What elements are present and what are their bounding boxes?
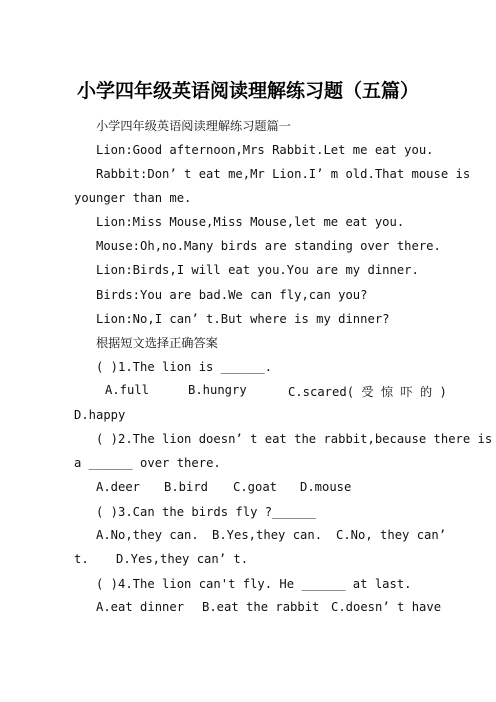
option-a: A.full — [105, 383, 150, 397]
question-2: ( )2.The lion doesn’ t eat the rabbit,because there is — [96, 432, 493, 446]
question-4-options — [0, 600, 496, 616]
section-heading: 小学四年级英语阅读理解练习题篇一 — [96, 119, 291, 133]
question-2-continued: a ______ over there. — [74, 456, 221, 470]
option-d: D.Yes,they can’ t. — [116, 552, 249, 566]
option-b: B.Yes,they can. — [212, 528, 323, 542]
page-title: 小学四年级英语阅读理解练习题（五篇） — [76, 80, 419, 102]
option-b: B.bird — [164, 480, 209, 494]
dialogue-line: younger than me. — [74, 191, 192, 205]
option-c-continued: t. — [74, 552, 89, 566]
option-c: C.scared( 受 惊 吓 的 ) — [288, 385, 447, 399]
dialogue-line: Lion:No,I can’ t.But where is my dinner? — [96, 312, 390, 326]
dialogue-line: Lion:Miss Mouse,Miss Mouse,let me eat you. — [96, 215, 405, 229]
question-3: ( )3.Can the birds fly ?______ — [96, 505, 317, 519]
option-a: A.deer — [96, 480, 141, 494]
dialogue-line: Rabbit:Don’ t eat me,Mr Lion.I’ m old.That mouse is — [96, 167, 471, 181]
dialogue-line: Mouse:Oh,no.Many birds are standing over there. — [96, 239, 441, 253]
option-d: D.mouse — [300, 480, 352, 494]
dialogue-line: Birds:You are bad.We can fly,can you? — [96, 288, 368, 302]
option-a: A.eat dinner — [96, 600, 185, 614]
question-2-options — [0, 480, 496, 496]
question-3-options-continued — [0, 552, 496, 568]
dialogue-line: Lion:Good afternoon,Mrs Rabbit.Let me eat you. — [96, 143, 434, 157]
option-d: D.happy — [74, 408, 126, 422]
question-1-options — [0, 383, 496, 399]
option-c: C.No, they can’ — [336, 528, 447, 542]
option-b: B.eat the rabbit — [202, 600, 320, 614]
dialogue-line: Lion:Birds,I will eat you.You are my dinner. — [96, 263, 419, 277]
option-c: C.goat — [233, 480, 278, 494]
option-c: C.doesn’ t have — [331, 600, 442, 614]
option-a: A.No,they can. — [96, 528, 199, 542]
question-4: ( )4.The lion can't fly. He ______ at last. — [96, 577, 412, 591]
option-b: B.hungry — [188, 383, 247, 397]
instruction-text: 根据短文选择正确答案 — [96, 336, 218, 350]
question-3-options — [0, 528, 496, 544]
question-1: ( )1.The lion is ______. — [96, 360, 273, 374]
